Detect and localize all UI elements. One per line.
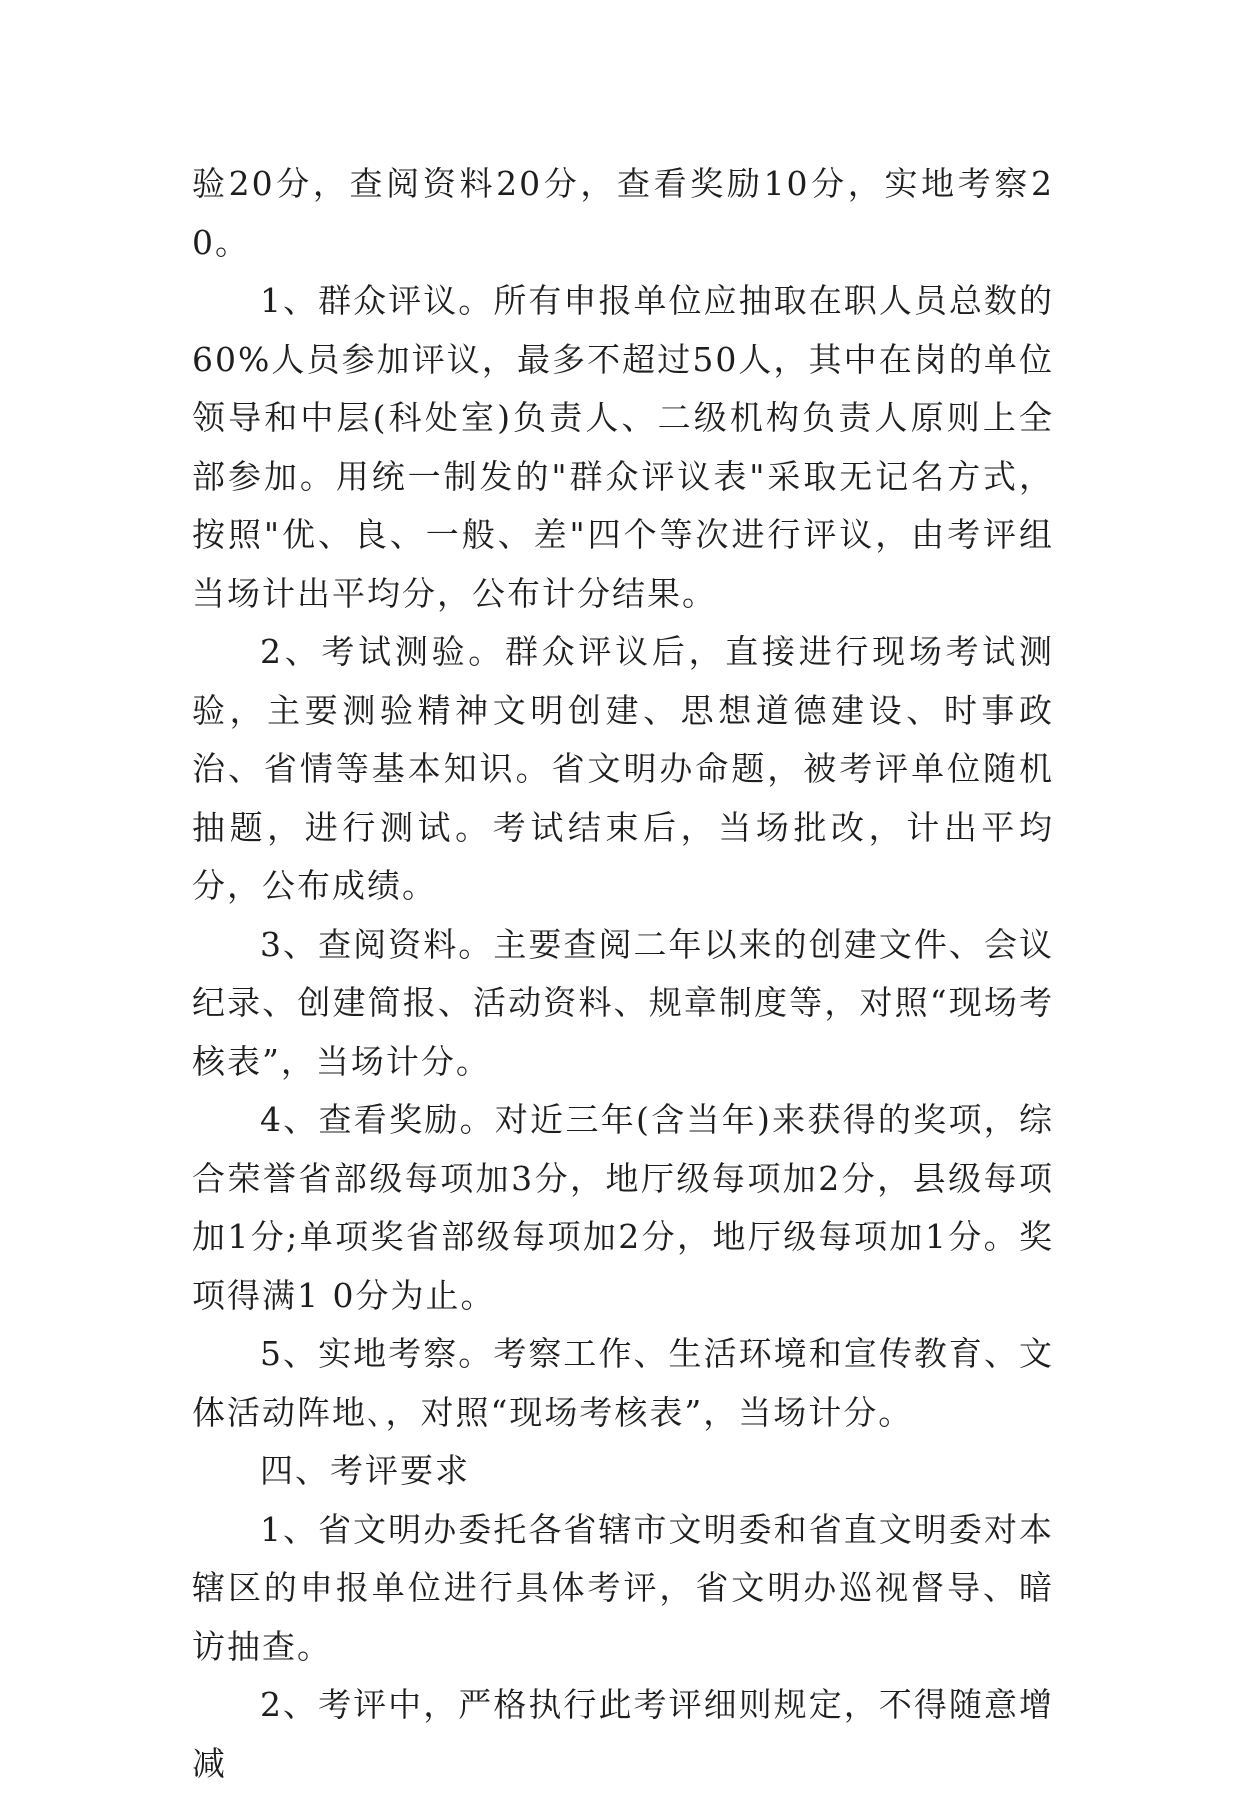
- paragraph-exam-test: 2、考试测验。群众评议后，直接进行现场考试测验，主要测验精神文明创建、思想道德建设、时事政治、省情等基本知识。省文明办命题，被考评单位随机抽题，进行测试。考试结束后，当场批改，计出平均分，公布成绩。: [192, 632, 1054, 905]
- paragraph-check-awards: 4、查看奖励。对近三年(含当年)来获得的奖项，综合荣誉省部级每项加3分，地厅级每项加2分，县级每项加1分;单项奖省部级每项加2分，地厅级每项加1分。奖项得满1 0分为止。: [192, 1100, 1054, 1315]
- paragraph-mass-evaluation: 1、群众评议。所有申报单位应抽取在职人员总数的60%人员参加评议，最多不超过50人，其中在岗的单位领导和中层(科处室)负责人、二级机构负责人原则上全部参加。用统一制发的"群众评议表"采取无记名方式，按照"优、良、一般、差"四个等次进行评议，由考评组当场计出平均分，公布计分结果。: [192, 281, 1054, 613]
- paragraph-site-inspection: 5、实地考察。考察工作、生活环境和宣传教育、文体活动阵地､，对照“现场考核表”，当场计分。: [192, 1334, 1054, 1432]
- paragraph-review-materials: 3、查阅资料。主要查阅二年以来的创建文件、会议纪录、创建简报、活动资料、规章制度等，对照“现场考核表”，当场计分。: [192, 924, 1054, 1081]
- section-heading-requirements: 四、考评要求: [260, 1451, 470, 1490]
- document-body: [192, 155, 1054, 1793]
- paragraph-requirement-2: 2、考评中，严格执行此考评细则规定，不得随意增减: [192, 1685, 1054, 1783]
- paragraph-continuation: 验20分，查阅资料20分，查看奖励10分，实地考察20。: [192, 164, 1054, 262]
- paragraph-requirement-1: 1、省文明办委托各省辖市文明委和省直文明委对本辖区的申报单位进行具体考评，省文明办巡视督导、暗访抽查。: [192, 1509, 1054, 1666]
